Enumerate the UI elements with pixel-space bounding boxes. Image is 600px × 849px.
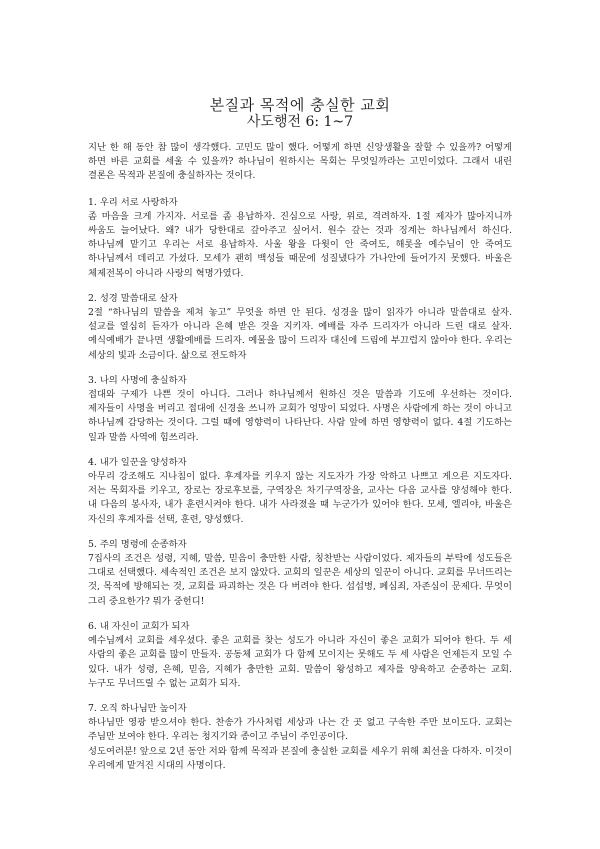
closing-paragraph: 성도여러분! 앞으로 2년 동안 저와 함께 목적과 본질에 충실한 교회를 세우기 위해 최선을 다하자. 이것이 우리에게 맡겨진 시대의 사명이다.: [88, 745, 512, 771]
section-paragraph: 접대와 구제가 나쁜 것이 아니다. 그러나 하나님께서 원하신 것은 말씀과 기도에 우선하는 것이다. 제자들이 사명을 버리고 접대에 신경을 쓰니까 교회가 엉망이 되었다. 사명은 사람에게 하는 것이 아니고 하나님께 감당하는 것이다. 그럴 때에 영향력이 나타난다. 사람 앞에 하면 영향력이 없다. 4절 기도하는 일과 말씀 사역에 힘쓰리라.: [88, 389, 512, 443]
section-heading: 5. 주의 명령에 순종하자: [88, 538, 187, 550]
section-3: [88, 374, 512, 445]
section-paragraph: 아무리 강조해도 지나침이 없다. 후계자를 키우지 않는 지도자가 가장 악하고 나쁘고 게으른 지도자다. 저는 목회자를 키우고, 장로는 장로후보를, 구역장은 차기구역장을, 교사는 다음 교사를 양성해야 한다. 내 다음의 봉사자, 내가 훈련시켜야 한다. 내가 사라졌을 때 누군가가 있어야 한다. 모세, 엘리야, 바울은 자신의 후계자를 선택, 훈련, 양성했다.: [88, 471, 512, 525]
section-1: [88, 196, 512, 281]
section-body: [88, 306, 512, 363]
section-4: [88, 456, 512, 527]
section-paragraph: 예수님께서 교회를 세우셨다. 좋은 교회를 찾는 성도가 아니라 자신이 좋은 교회가 되어야 한다. 두 세 사람의 좋은 교회를 많이 만들자. 공동체 교회가 다 함께 모이지는 못해도 두 세 사람은 언제든지 모일 수 있다. 내가 성령, 은혜, 믿음, 지혜가 충만한 교회. 말씀이 왕성하고 제자를 양육하고 순종하는 교회. 누구도 무너뜨릴 수 없는 교회가 되자.: [88, 635, 512, 689]
section-body: [88, 470, 512, 527]
section-6: [88, 620, 512, 691]
scripture-reference: 사도행전 6: 1~7: [246, 114, 354, 130]
section-heading: 1. 우리 서로 사랑하자: [88, 196, 178, 208]
document-title: 본질과 목적에 충실한 교회: [209, 96, 391, 114]
section-paragraph: 하나님만 영광 받으셔야 한다. 찬송가 가사처럼 세상과 나는 간 곳 없고 구속한 주만 보이도다. 교회는 주님만 보여야 한다. 우리는 청지기와 종이고 주님이 주인공이다.: [88, 717, 513, 743]
intro-paragraph: 지난 한 해 동안 참 많이 생각했다. 고민도 많이 했다. 어떻게 하면 신앙생활을 잘할 수 있을까? 어떻게 하면 바른 교회를 세울 수 있을까? 하나님이 원하시는 목회는 무엇일까라는 고민이었다. 그래서 내린 결론은 목적과 본질에 충실하자는 것이다.: [88, 142, 512, 182]
section-paragraph: 좀 마음을 크게 가지자. 서로를 좀 용납하자. 진심으로 사랑, 위로, 격려하자. 1절 제자가 많아지니까 싸움도 늘어났다. 왜? 내가 당한대로 갚아주고 싶어서. 원수 갚는 것과 징계는 하나님께서 하신다. 하나님께 맡기고 우리는 서로 용납하자. 사울 왕을 다윗이 안 죽여도, 해롯을 예수님이 안 죽여도 하나님께서 데리고 가셨다. 모세가 괜히 백성들 때문에 성질냈다가 가나안에 들어가지 못했다. 바울은 체제전복이 아니라 사랑의 혁명가였다.: [88, 210, 512, 279]
section-body: [88, 552, 512, 609]
section-paragraph: 7집사의 조건은 성령, 지혜, 말씀, 믿음이 충만한 사람, 칭찬받는 사람이었다. 제자들의 부탁에 성도들은 그대로 선택했다. 세속적인 조건은 보지 않았다. 교회의 일꾼은 세상의 일꾼이 아니다. 교회를 무너뜨리는 것, 목적에 방해되는 것, 교회를 파괴하는 것은 다 버려야 한다. 섭섭병, 폐심죄, 자존심이 문제다. 무엇이 그리 중요한가? 뭐가 중헌디!: [88, 553, 512, 607]
section-paragraph: 2절 “하나님의 말씀을 제쳐 놓고” 무엇을 하면 안 된다. 성경을 많이 읽자가 아니라 말씀대로 살자. 설교를 열심히 듣자가 아니라 은혜 받은 것을 지키자. 예배를 자주 드리자가 아니라 드린 대로 살자. 예식예배가 끝나면 생활예배를 드리자. 예물을 많이 드리자 대신에 드림에 부끄럽지 않아야 한다. 우리는 세상의 빛과 소금이다. 삶으로 전도하자: [88, 307, 512, 361]
section-heading: 4. 내가 일꾼을 양성하자: [88, 456, 187, 468]
section-7: [88, 702, 512, 773]
section-body: [88, 388, 512, 445]
section-heading: 3. 나의 사명에 충실하자: [88, 374, 187, 386]
section-heading: 6. 내 자신이 교회가 되자: [88, 620, 190, 632]
section-heading: 7. 오직 하나님만 높이자: [88, 702, 187, 714]
section-body: [88, 210, 512, 281]
section-body: [88, 716, 512, 773]
section-5: [88, 538, 512, 609]
section-2: [88, 292, 512, 363]
section-body: [88, 634, 512, 691]
section-heading: 2. 성경 말씀대로 살자: [88, 292, 178, 304]
